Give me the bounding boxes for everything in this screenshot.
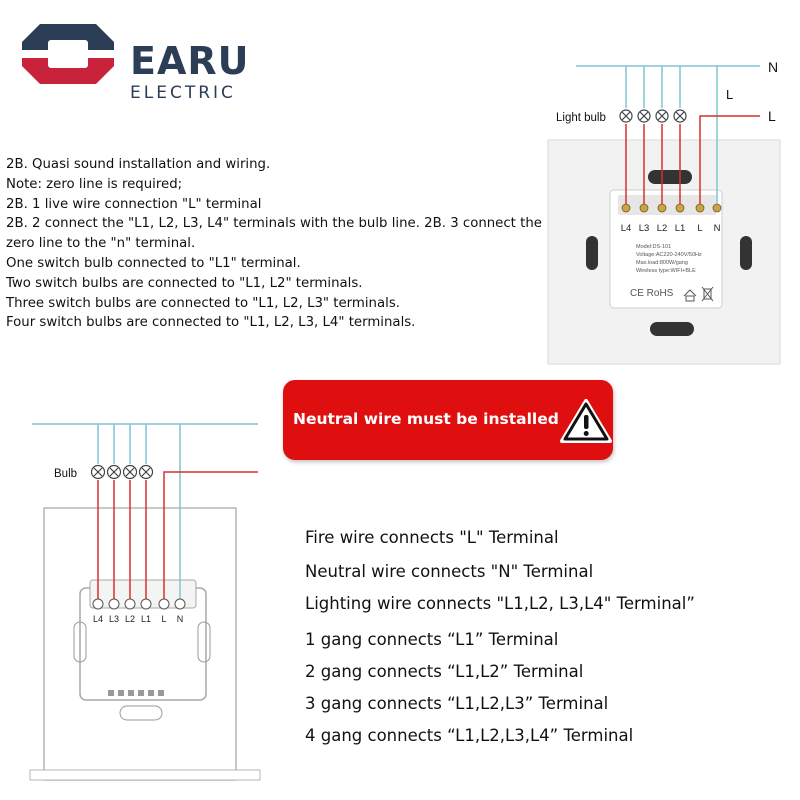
notes-line: 2B. 2 connect the "L1, L2, L3, L4" terminals with the bulb line. 2B. 3 connect the zero line to the "n" terminal. [6,216,542,252]
label-live-right: L [768,108,776,124]
notes-line: 2B. 1 live wire connection "L" terminal [6,196,262,212]
spec-load: Max.load:800W/gang [636,260,688,266]
installation-notes [6,155,551,333]
terminal-label: L2 [656,223,668,234]
bulb-icon [638,110,650,122]
spec-voltage: Voltage:AC220-240V/50Hz [636,252,702,258]
light-bulb-label: Light bulb [556,112,606,124]
info-line: Fire wire connects "L" Terminal [305,528,559,547]
info-line: 1 gang connects “L1” Terminal [305,630,559,649]
terminal-label: L4 [620,223,632,234]
bulb-icon [124,466,137,479]
notes-line: 2B. Quasi sound installation and wiring. [6,157,271,172]
terminal-label: N [713,223,721,234]
bulb-icon [92,466,105,479]
bulb-icon [620,110,632,122]
notes-line: One switch bulb connected to "L1" terminal. [6,255,301,271]
bulb-icon [108,466,121,479]
alert-text: Neutral wire must be installed [293,410,559,428]
spec-wireless: Wireless type:WIFI+BLE [636,268,696,274]
terminal-label: L [697,223,703,234]
terminal-label: L3 [108,614,120,624]
notes-line: Three switch bulbs are connected to "L1, L2, L3" terminals. [6,295,400,311]
info-line: Neutral wire connects "N" Terminal [305,562,594,581]
warning-triangle-icon [560,398,612,444]
terminal-label: L1 [674,223,686,234]
terminal-label: L4 [92,614,104,624]
earu-logo-icon [18,20,118,90]
top-wiring-diagram [540,50,800,370]
notes-line: Four switch bulbs are connected to "L1, L2, L3, L4" terminals. [6,315,416,331]
notes-line: Note: zero line is required; [6,176,183,192]
info-line: 3 gang connects “L1,L2,L3” Terminal [305,694,609,713]
label-neutral: N [768,59,779,75]
bulb-label: Bulb [54,468,78,480]
brand-logo [18,20,258,103]
terminal-label: L1 [140,614,152,624]
spec-model: Model:DS-101 [636,244,672,250]
notes-line: Two switch bulbs are connected to "L1, L2" terminals. [6,275,363,291]
terminal-label: L2 [124,614,136,624]
bottom-wiring-diagram [20,405,280,795]
bulb-icon [656,110,668,122]
terminal-label: L3 [638,223,650,234]
bulb-icon [674,110,686,122]
terminal-label: N [176,614,184,624]
weee-bin-icon [702,287,713,301]
label-live-mid: L [726,87,734,102]
brand-name: EARU [130,39,250,83]
info-line: Lighting wire connects "L1,L2, L3,L4" Terminal” [305,594,695,613]
bulb-icon [140,466,153,479]
brand-subtitle: ELECTRIC [130,83,236,103]
terminal-label: L [161,614,167,624]
info-line: 4 gang connects “L1,L2,L3,L4” Terminal [305,726,634,745]
info-line: 2 gang connects “L1,L2” Terminal [305,662,584,681]
cert-marks: CE RoHS [630,288,674,299]
